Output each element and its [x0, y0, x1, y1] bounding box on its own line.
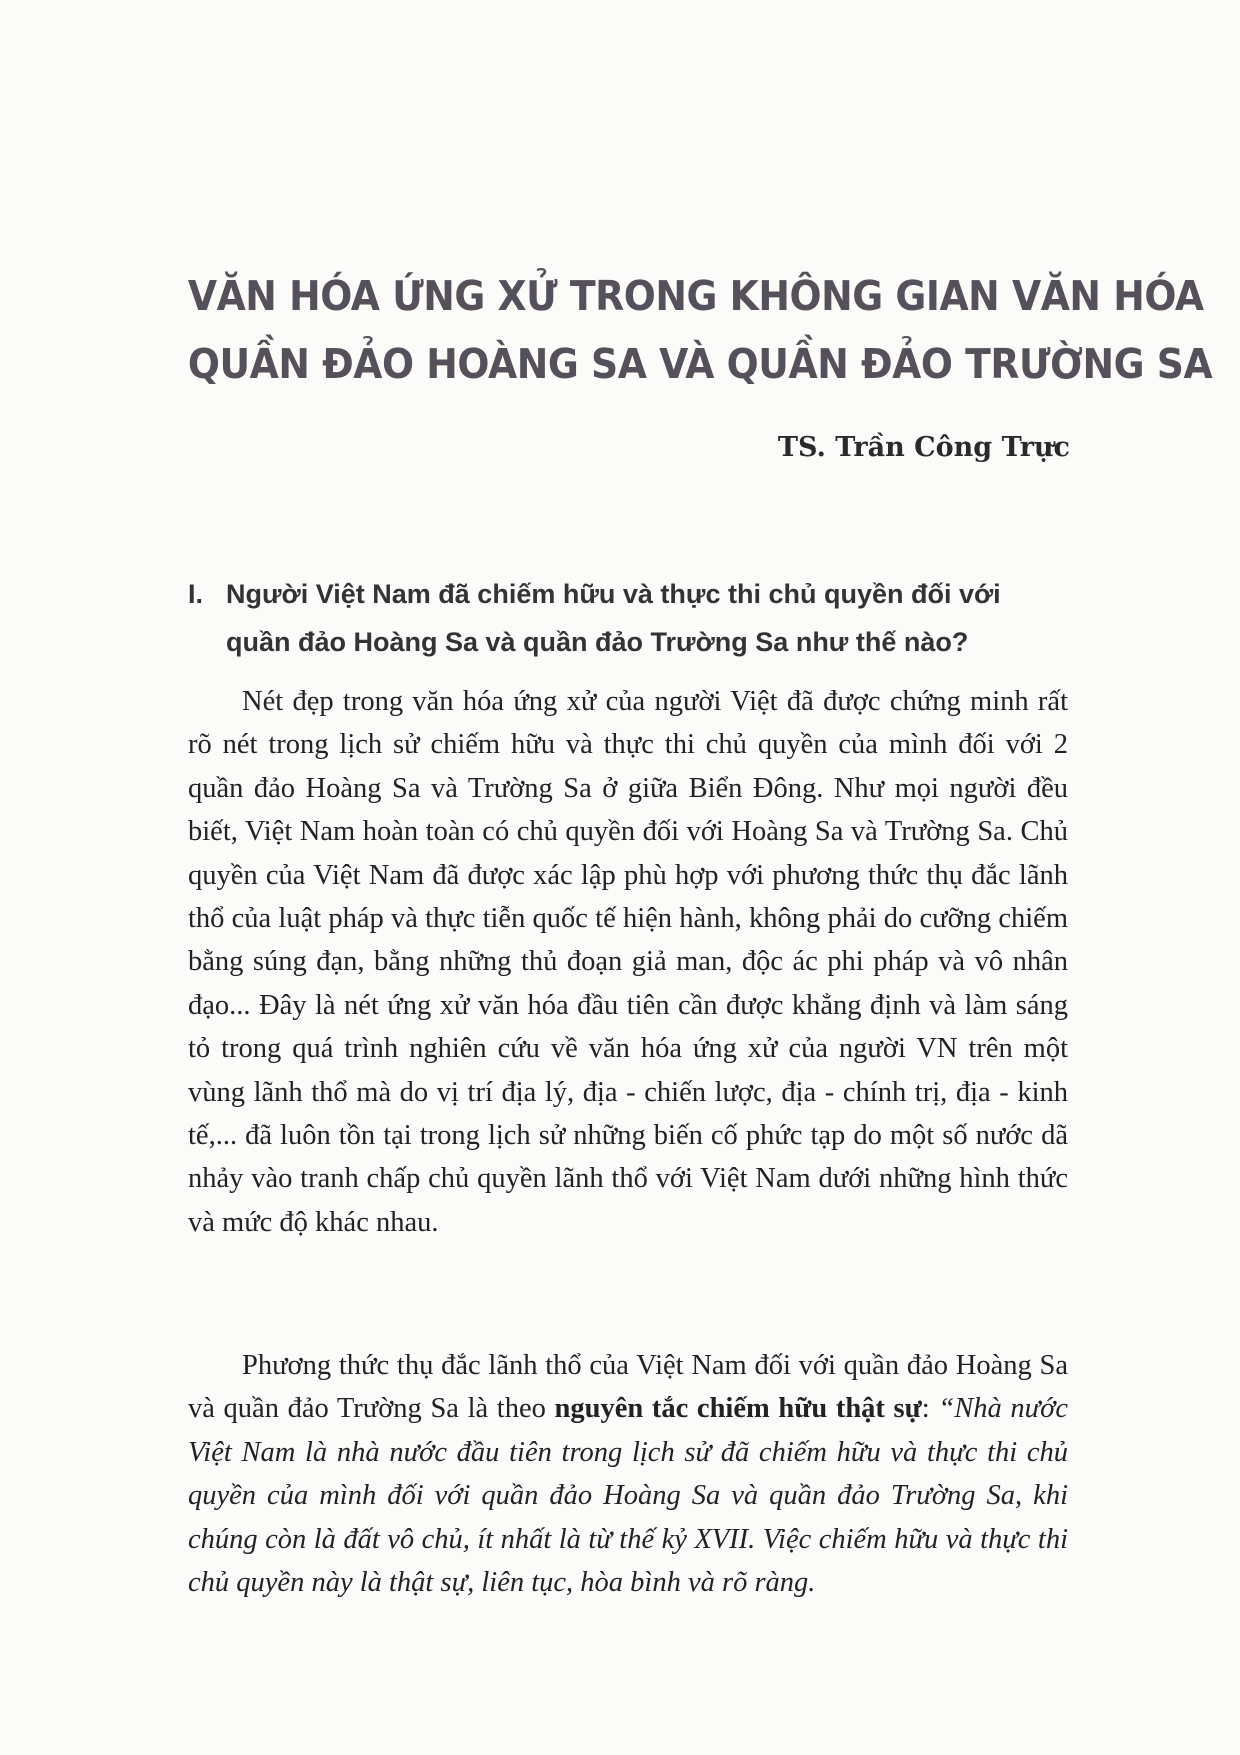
- article-title: [187, 262, 1213, 398]
- section-number: I.: [188, 579, 204, 609]
- title-line-2: QUẦN ĐẢO HOÀNG SA VÀ QUẦN ĐẢO TRƯỜNG SA: [187, 340, 1213, 388]
- paragraph-2-quote: “Nhà nước Việt Nam là nhà nước đầu tiên trong lịch sử đã chiếm hữu và thực thi chủ quyền của mình đối với quần đảo Hoàng Sa và quần đảo Trường Sa, khi chúng còn là đất vô chủ, ít nhất là từ thế kỷ XVII. Việc chiếm hữu và thực thi chủ quyền này là thật sự, liên tục, hòa bình và rõ ràng.: [188, 1393, 1069, 1599]
- section-heading: [188, 570, 1068, 666]
- title-line-1: VĂN HÓA ỨNG XỬ TRONG KHÔNG GIAN VĂN HÓA: [187, 272, 1204, 320]
- paragraph-1: Nét đẹp trong văn hóa ứng xử của người Việt đã được chứng minh rất rõ nét trong lịch sử chiếm hữu và thực thi chủ quyền của mình đối với 2 quần đảo Hoàng Sa và Trường Sa ở giữa Biển Đông. Như mọi người đều biết, Việt Nam hoàn toàn có chủ quyền đối với Hoàng Sa và Trường Sa. Chủ quyền của Việt Nam đã được xác lập phù hợp với phương thức thụ đắc lãnh thổ của luật pháp và thực tiễn quốc tế hiện hành, không phải do cưỡng chiếm bằng súng đạn, bằng những thủ đoạn giả man, độc ác phi pháp và vô nhân đạo... Đây là nét ứng xử văn hóa đầu tiên cần được khẳng định và làm sáng tỏ trong quá trình nghiên cứu về văn hóa ứng xử của người VN trên một vùng lãnh thổ mà do vị trí địa lý, địa - chiến lược, địa - chính trị, địa - kinh tế,... đã luôn tồn tại trong lịch sử những biến cố phức tạp do một số nước dã nhảy vào tranh chấp chủ quyền lãnh thổ với Việt Nam dưới những hình thức và mức độ khác nhau.: [188, 686, 1068, 1238]
- author: TS. Trần Công Trực: [777, 432, 1070, 463]
- section-heading-text: Người Việt Nam đã chiếm hữu và thực thi chủ quyền đối với quần đảo Hoàng Sa và quần đảo Trường Sa như thế nào?: [226, 579, 1001, 657]
- paragraph-2-bold-term: nguyên tắc chiếm hữu thật sự: [554, 1393, 922, 1425]
- paragraph-2-colon: :: [921, 1393, 939, 1425]
- paragraph-2: [188, 1344, 1068, 1604]
- paragraph-2-lead: Phương thức thụ đắc lãnh thổ của Việt Nam đối với quần đảo Hoàng Sa và quần đảo Trường Sa là theo: [188, 1350, 1068, 1425]
